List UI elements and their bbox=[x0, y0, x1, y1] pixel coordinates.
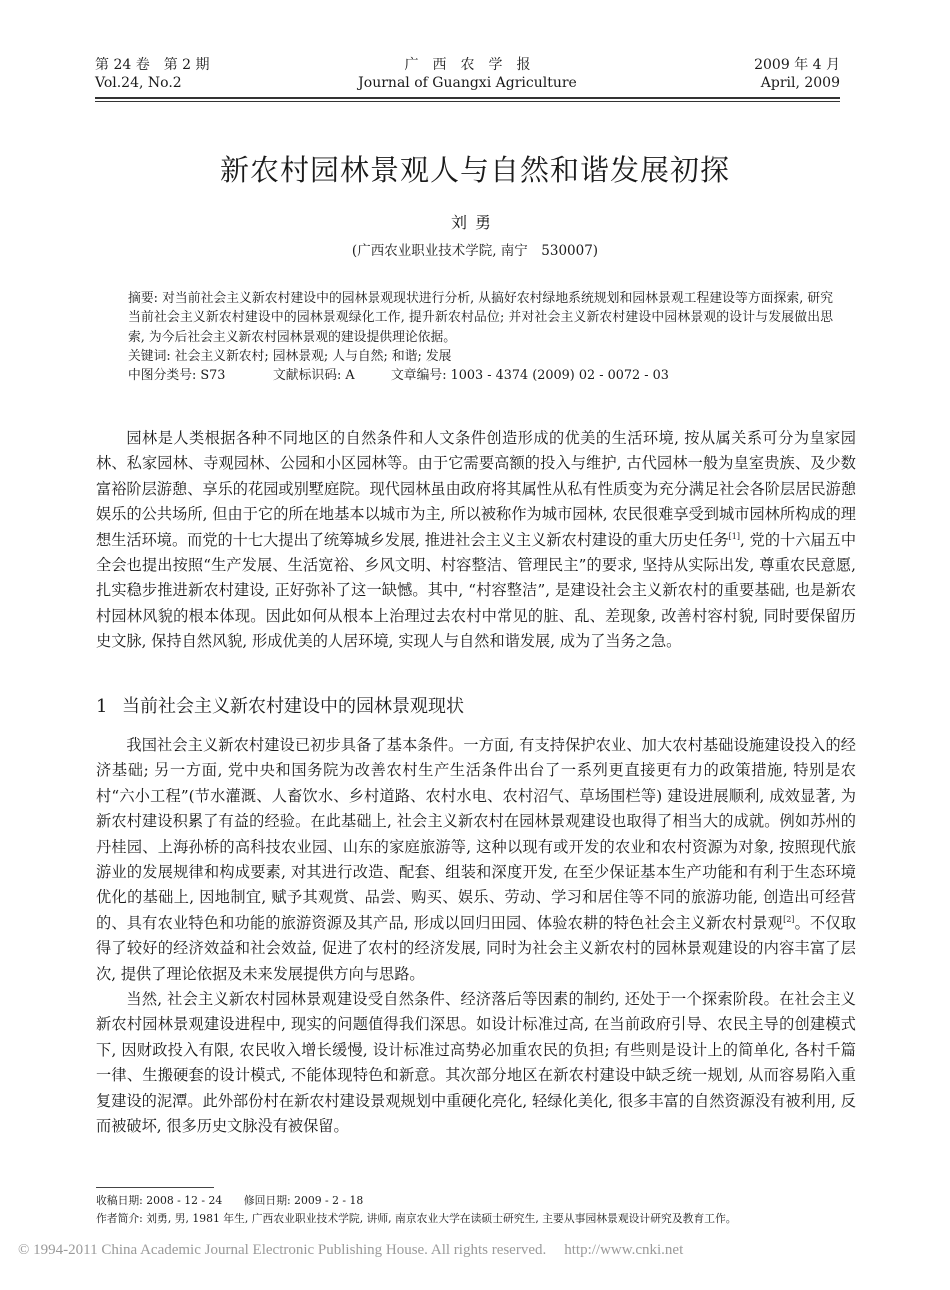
copyright-watermark bbox=[18, 1242, 683, 1259]
section-1-text-a: 我国社会主义新农村建设已初步具备了基本条件。一方面, 有支持保护农业、加大农村基础设施建设投入的经济基础; 另一方面, 党中央和国务院为改善农村生产生活条件出台了一系列更直接更有力的政策措施, 特别是农村“六小工程”(节水灌溉、人畜饮水、乡村道路、农村水电、农村沼气、草场围栏等) 建设进展顺利, 成效显著, 为新农村建设积累了有益的经验。在此基础上, 社会主义新农村在园林景观建设也取得了相当大的成就。例如苏州的丹桂园、上海孙桥的高科技农业园、山东的家庭旅游等, 这种以现有或开发的农业和农村资源为对象, 按照现代旅游业的发展规律和构成要素, 对其进行改造、配套、组装和深度开发, 在至少保证基本生产功能和有利于生态环境优化的基础上, 因地制宜, 赋予其观赏、品尝、购买、娱乐、劳动、学习和居住等不同的旅游功能, 创造出可经营的、具有农业特色和功能的旅游资源及其产品, 形成以回归田园、体验农耕的特色社会主义新农村景观 bbox=[96, 736, 856, 932]
footnote-dates: 收稿日期: 2008 - 12 - 24 修回日期: 2009 - 2 - 18 bbox=[96, 1194, 364, 1207]
keywords: 关键词: 社会主义新农村; 园林景观; 人与自然; 和谐; 发展 bbox=[128, 348, 452, 364]
header-journal-en: Journal of Guangxi Agriculture bbox=[358, 75, 577, 91]
header-date-cn: 2009 年 4 月 bbox=[754, 57, 840, 73]
intro-text-a: 园林是人类根据各种不同地区的自然条件和人文条件创造形成的优美的生活环境, 按从属关系可分为皇家园林、私家园林、寺观园林、公园和小区园林等。由于它需要高额的投入与维护, 古代园林一般为皇室贵族、及少数富裕阶层游憩、享乐的花园或别墅庭院。现代园林虽由政府将其属性从私有性质变为充分满足社会各阶层居民游憩娱乐的公共场所, 但由于它的所在地基本以城市为主, 所以被称作为城市园林, 农民很难享受到城市园林所构成的理想生活环境。而党的十七大提出了统筹城乡发展, 推进社会主义主义新农村建设的重大历史任务 bbox=[96, 429, 856, 549]
header-rule-thin bbox=[95, 101, 840, 102]
intro-section bbox=[96, 426, 856, 655]
classification-line bbox=[128, 366, 833, 385]
section-title: 当前社会主义新农村建设中的园林景观现状 bbox=[122, 696, 464, 717]
intro-paragraph bbox=[96, 426, 856, 655]
abstract-block bbox=[128, 289, 833, 385]
footnote-rule bbox=[96, 1187, 214, 1188]
article-author: 刘勇 bbox=[450, 213, 499, 232]
section-1-text-b: 。不仅取得了较好的经济效益和社会效益, 促进了农村的经济发展, 同时为社会主义新农村的园林景观建设的内容丰富了层次, 提供了理论依据及未来发展提供方向与思路。 bbox=[96, 913, 857, 983]
header-volume-cn: 第 24 卷 第 2 期 bbox=[95, 57, 210, 73]
copyright-url[interactable]: http://www.cnki.net bbox=[564, 1242, 684, 1258]
document-code: 文献标识码: A bbox=[273, 368, 355, 384]
header-journal-cn: 广西农学报 bbox=[404, 57, 545, 73]
section-1-body bbox=[96, 733, 856, 1140]
header-date bbox=[754, 56, 840, 92]
section-1-paragraph-1 bbox=[96, 733, 856, 987]
running-header bbox=[95, 56, 840, 98]
section-1-paragraph-2: 当然, 社会主义新农村园林景观建设受自然条件、经济落后等因素的制约, 还处于一个探索阶段。在社会主义新农村园林景观建设进程中, 现实的问题值得我们深思。如设计标准过高, 在当前政府引导、农民主导的创建模式下, 因财政投入有限, 农民收入增长缓慢, 设计标准过高势必加重农民的负担; 有些则是设计上的简单化, 各村千篇一律、生搬硬套的设计模式, 不能体现特色和新意。其次部分地区在新农村建设中缺乏统一规划, 从而容易陷入重复建设的泥潭。此外部份村在新农村建设景观规划中重硬化亮化, 轻绿化美化, 很多丰富的自然资源没有被利用, 反而被破坏, 很多历史文脉没有被保留。 bbox=[96, 990, 856, 1136]
header-journal bbox=[95, 56, 840, 92]
footnotes bbox=[96, 1192, 856, 1228]
copyright-text: © 1994-2011 China Academic Journal Electronic Publishing House. All rights reserved. bbox=[18, 1242, 547, 1258]
citation-ref-1: [1] bbox=[728, 531, 740, 541]
footnote-author-bio: 作者简介: 刘勇, 男, 1981 年生, 广西农业职业技术学院, 讲师, 南京农业大学在读硕士研究生, 主要从事园林景观设计研究及教育工作。 bbox=[96, 1212, 737, 1225]
intro-text-b: , 党的十六届五中全会也提出按照“生产发展、生活宽裕、乡风文明、村容整洁、管理民主”的要求, 坚持从实际出发, 尊重农民意愿, 扎实稳步推进新农村建设, 正好弥补了这一缺憾。其中, “村容整洁”, 是建设社会主义新农村的重要基础, 也是新农村园林风貌的根本体现。因此如何从根本上治理过去农村中常见的脏、乱、差现象, 改善村容村貌, 同时要保留历史文脉, 保持自然风貌, 形成优美的人居环境, 实现人与自然和谐发展, 成为了当务之急。 bbox=[96, 530, 857, 651]
abstract-text: 摘要: 对当前社会主义新农村建设中的园林景观现状进行分析, 从搞好农村绿地系统规划和园林景观工程建设等方面探索, 研究当前社会主义新农村建设中的园林景观绿化工作, 提升新农村品位; 并对社会主义新农村建设中园林景观的设计与发展做出思索, 为今后社会主义新农村园林景观的建设提供理论依据。 bbox=[128, 291, 833, 345]
clc-number: 中图分类号: S73 bbox=[128, 368, 226, 384]
section-number: 1 bbox=[96, 696, 108, 717]
section-heading-1 bbox=[96, 692, 464, 718]
article-affiliation: (广西农业职业技术学院, 南宁 530007) bbox=[351, 243, 599, 259]
header-rule-thick bbox=[95, 97, 840, 99]
header-volume-en: Vol.24, No.2 bbox=[95, 75, 182, 91]
citation-ref-2: [2] bbox=[783, 914, 795, 924]
header-date-en: April, 2009 bbox=[760, 75, 840, 91]
article-number: 文章编号: 1003 - 4374 (2009) 02 - 0072 - 03 bbox=[391, 368, 669, 384]
article-title: 新农村园林景观人与自然和谐发展初探 bbox=[219, 153, 730, 187]
